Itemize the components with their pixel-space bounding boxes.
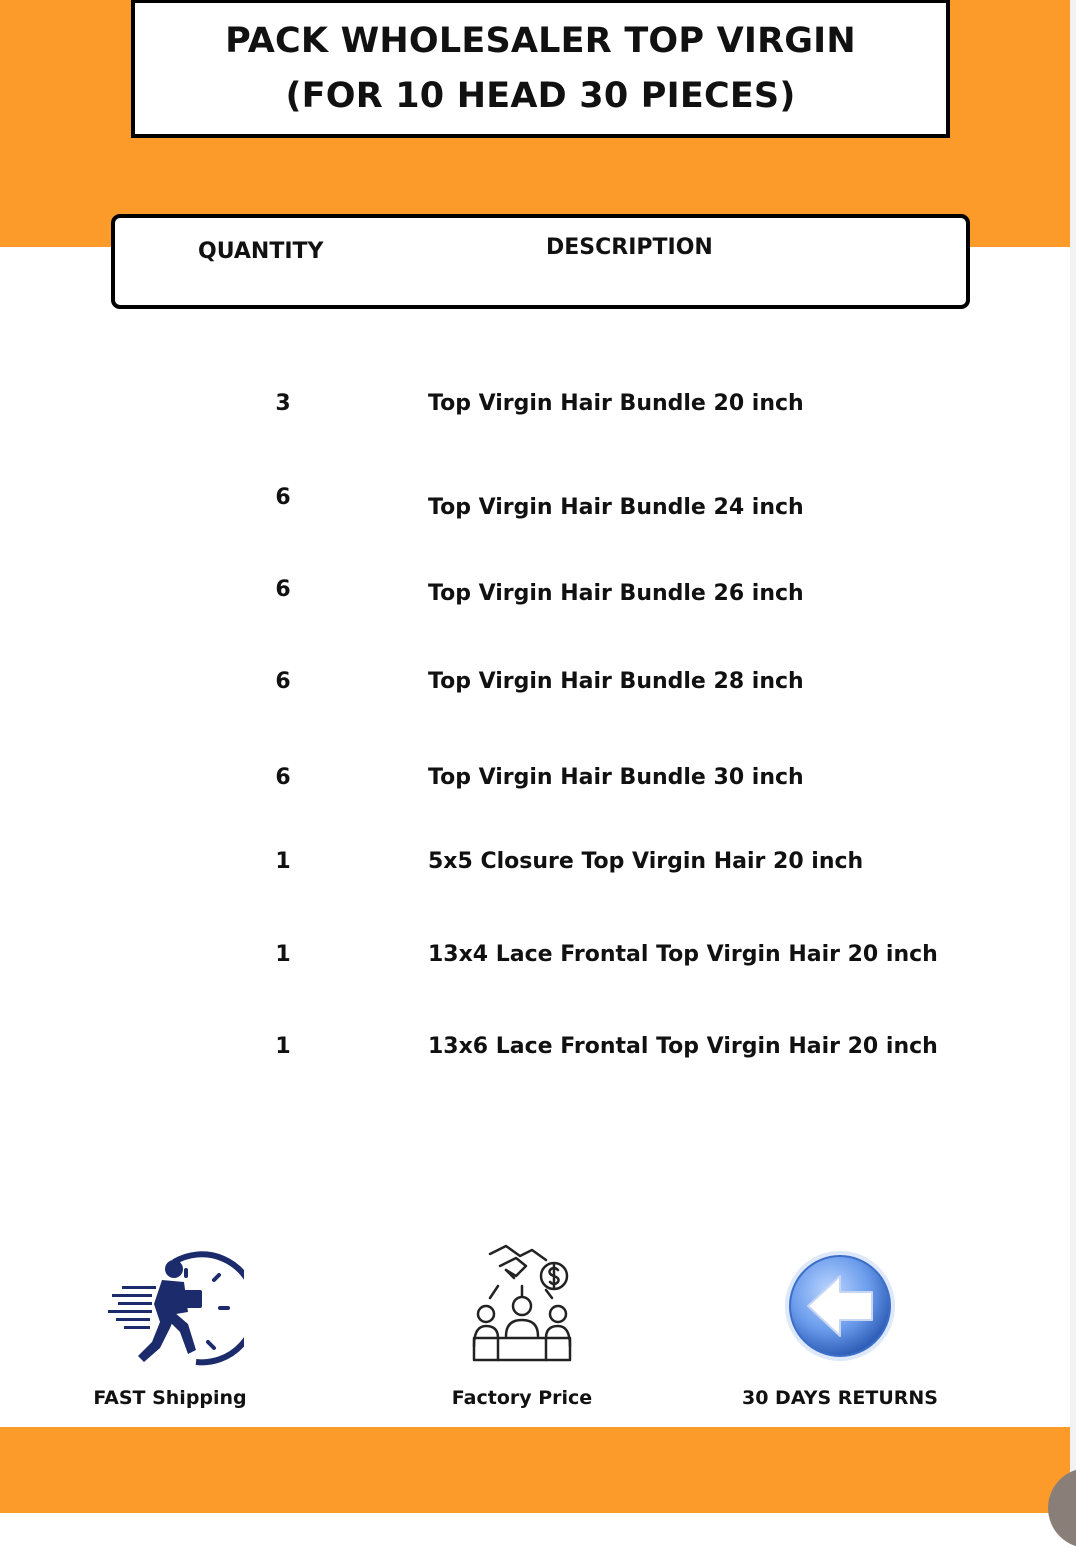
table-row-quantity: 1 bbox=[275, 1034, 291, 1059]
fast-shipping-courier-icon bbox=[104, 1250, 244, 1370]
table-row-quantity: 1 bbox=[275, 849, 291, 874]
bottom-orange-banner bbox=[0, 1427, 1070, 1513]
fast-shipping-label: FAST Shipping bbox=[93, 1387, 247, 1409]
table-row-quantity: 6 bbox=[275, 577, 291, 602]
page-title: PACK WHOLESALER TOP VIRGIN bbox=[225, 20, 856, 61]
table-row-description: Top Virgin Hair Bundle 24 inch bbox=[428, 495, 804, 520]
title-box bbox=[131, 0, 950, 138]
table-row-description: 5x5 Closure Top Virgin Hair 20 inch bbox=[428, 849, 864, 874]
table-row-quantity: 6 bbox=[275, 485, 291, 510]
table-row-quantity: 6 bbox=[275, 669, 291, 694]
factory-price-handshake-icon bbox=[470, 1242, 574, 1364]
page-edge bbox=[1070, 0, 1076, 1513]
table-row-description: 13x4 Lace Frontal Top Virgin Hair 20 inch bbox=[428, 942, 938, 967]
table-row-description: 13x6 Lace Frontal Top Virgin Hair 20 inch bbox=[428, 1034, 938, 1059]
table-row-quantity: 1 bbox=[275, 942, 291, 967]
table-row-description: Top Virgin Hair Bundle 26 inch bbox=[428, 581, 804, 606]
page-subtitle: (FOR 10 HEAD 30 PIECES) bbox=[285, 75, 796, 116]
quantity-column-header: QUANTITY bbox=[198, 239, 324, 264]
returns-label: 30 DAYS RETURNS bbox=[742, 1387, 938, 1409]
table-row-quantity: 3 bbox=[275, 391, 291, 416]
return-arrow-icon bbox=[782, 1248, 898, 1364]
factory-price-label: Factory Price bbox=[451, 1387, 593, 1409]
table-row-description: Top Virgin Hair Bundle 30 inch bbox=[428, 765, 804, 790]
table-header bbox=[111, 214, 970, 309]
table-row-quantity: 6 bbox=[275, 765, 291, 790]
description-column-header: DESCRIPTION bbox=[546, 235, 713, 260]
table-row-description: Top Virgin Hair Bundle 28 inch bbox=[428, 669, 804, 694]
table-row-description: Top Virgin Hair Bundle 20 inch bbox=[428, 391, 804, 416]
